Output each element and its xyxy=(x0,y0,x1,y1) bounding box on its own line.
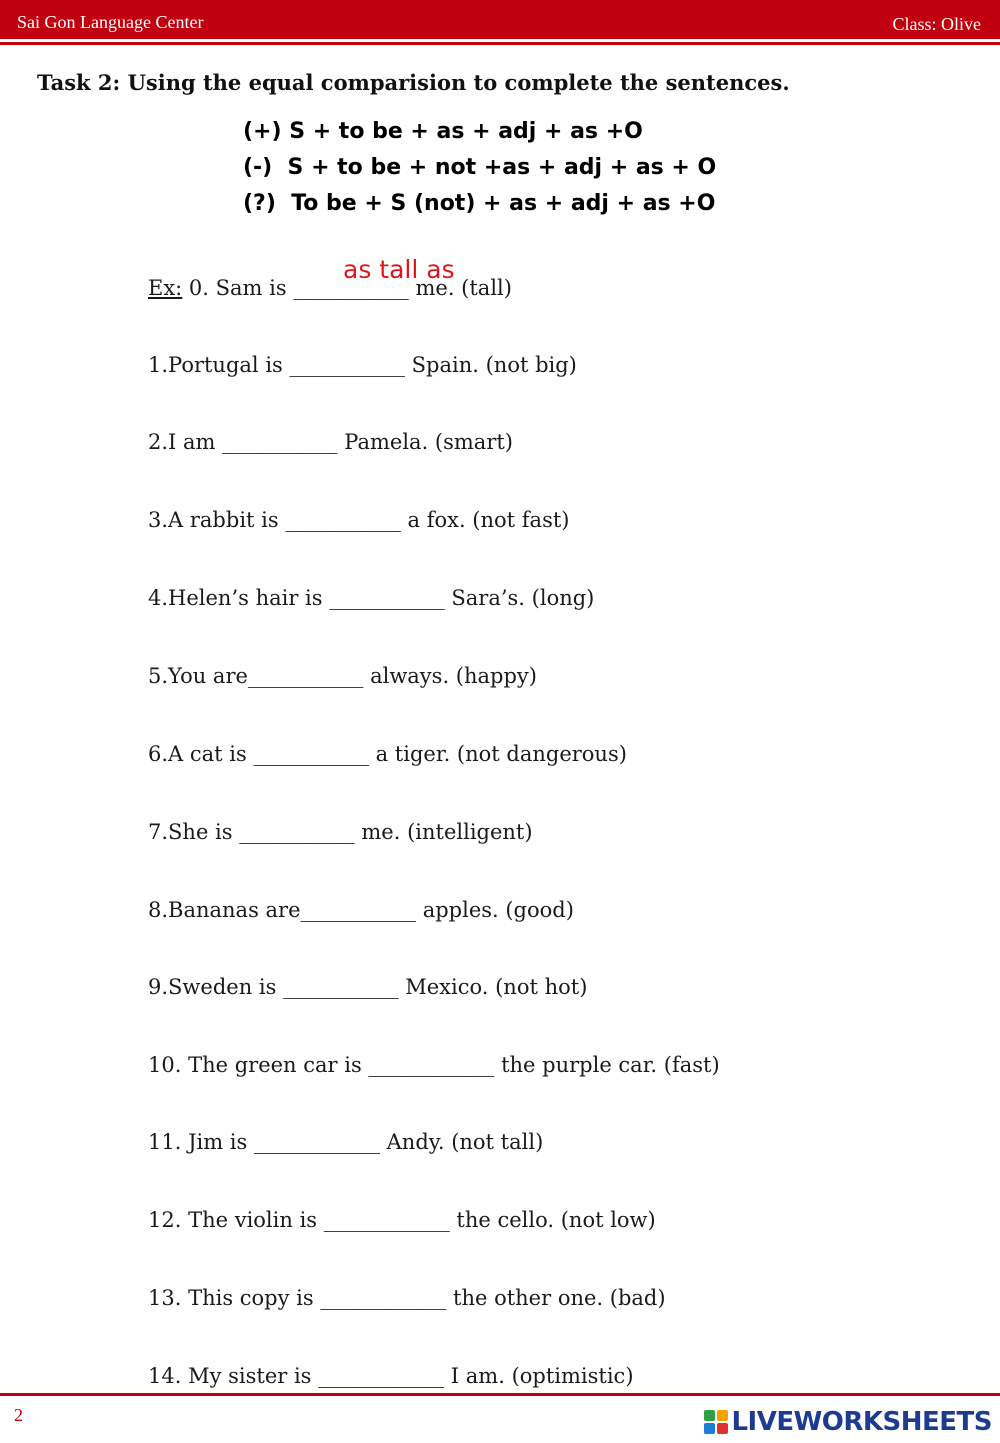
example-label: Ex: xyxy=(148,276,183,300)
example-line xyxy=(148,276,512,300)
brand-name: LIVEWORKSHEETS xyxy=(731,1407,992,1437)
task-title: Task 2: Using the equal comparision to complete the sentences. xyxy=(37,70,790,95)
brand-blocks-icon xyxy=(704,1410,728,1434)
formula-negative: (-) S + to be + not +as + adj + as + O xyxy=(243,155,717,180)
example-answer: as tall as xyxy=(343,255,455,284)
exercise-item-14[interactable]: 14. My sister is ____________ I am. (optimistic) xyxy=(148,1364,634,1388)
header-bar xyxy=(0,0,1000,39)
exercise-item-6[interactable]: 6.A cat is ___________ a tiger. (not dangerous) xyxy=(148,742,627,766)
exercise-item-10[interactable]: 10. The green car is ____________ the purple car. (fast) xyxy=(148,1053,720,1077)
exercise-item-8[interactable]: 8.Bananas are___________ apples. (good) xyxy=(148,898,574,922)
exercise-item-1[interactable]: 1.Portugal is ___________ Spain. (not big) xyxy=(148,353,577,377)
exercise-item-4[interactable]: 4.Helen’s hair is ___________ Sara’s. (long) xyxy=(148,586,595,610)
class-name: Class: Olive xyxy=(892,14,981,34)
example-text: 0. Sam is ___________ me. (tall) xyxy=(182,276,512,300)
formula-positive: (+) S + to be + as + adj + as +O xyxy=(243,119,643,144)
exercise-item-11[interactable]: 11. Jim is ____________ Andy. (not tall) xyxy=(148,1130,544,1154)
page-number: 2 xyxy=(14,1405,23,1425)
footer-divider xyxy=(0,1393,1000,1396)
exercise-item-12[interactable]: 12. The violin is ____________ the cello. (not low) xyxy=(148,1208,656,1232)
exercise-item-9[interactable]: 9.Sweden is ___________ Mexico. (not hot) xyxy=(148,975,588,999)
formula-question: (?) To be + S (not) + as + adj + as +O xyxy=(243,191,716,216)
header-divider xyxy=(0,42,1000,45)
exercise-item-5[interactable]: 5.You are___________ always. (happy) xyxy=(148,664,537,688)
exercise-item-3[interactable]: 3.A rabbit is ___________ a fox. (not fast) xyxy=(148,508,570,532)
exercise-item-2[interactable]: 2.I am ___________ Pamela. (smart) xyxy=(148,430,513,454)
liveworksheets-logo[interactable] xyxy=(704,1404,992,1440)
exercise-item-13[interactable]: 13. This copy is ____________ the other one. (bad) xyxy=(148,1286,666,1310)
exercise-item-7[interactable]: 7.She is ___________ me. (intelligent) xyxy=(148,820,533,844)
school-name: Sai Gon Language Center xyxy=(17,12,204,32)
